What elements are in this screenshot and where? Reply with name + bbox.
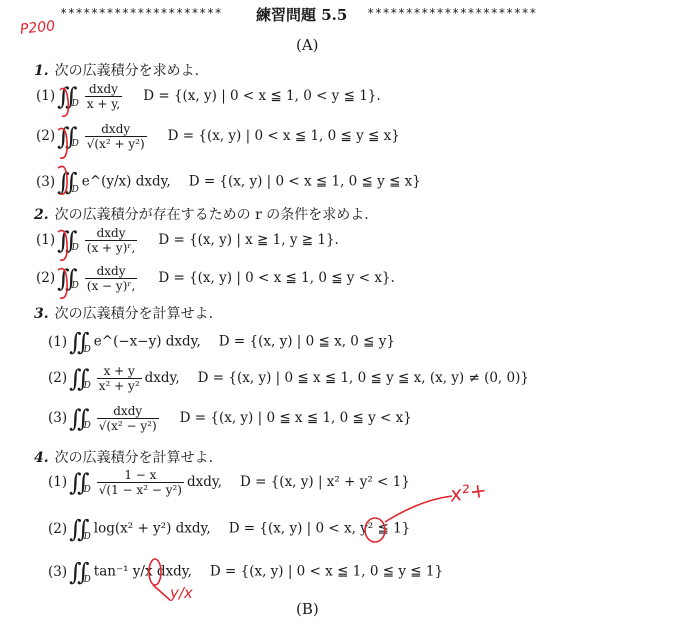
domain-subscript: D: [83, 485, 91, 495]
ink-arrow-line: [385, 496, 452, 522]
q1-number: 1.: [34, 63, 49, 79]
domain-subscript: D: [83, 531, 91, 542]
domain-subscript: D: [83, 344, 91, 355]
domain-definition: D = {(x, y) | 0 < x ≦ 1, 0 < y ≦ 1}.: [143, 88, 381, 104]
item-label: (2): [48, 520, 68, 537]
domain-subscript: D: [71, 281, 79, 291]
item-label: (3): [48, 410, 68, 426]
item-label: (1): [48, 474, 68, 490]
fraction: $\frac{\text{dxdy}}{\text{(x + y)ʳ,}}$: [86, 226, 136, 255]
integrand: log(x² + y²) dxdy,: [93, 520, 211, 537]
q4-number: 4.: [34, 450, 49, 466]
domain-subscript: D: [71, 243, 79, 253]
integrand: e^(−x−y) dxdy,: [93, 333, 201, 350]
item-label: (1): [36, 232, 56, 248]
q4-text: 次の広義積分を計算せよ.: [54, 450, 214, 466]
fraction: $\frac{1 - x}{\text{√(1 − x² − y²)}}$: [98, 468, 182, 497]
item-label: (1): [48, 333, 68, 350]
domain-subscript: D: [83, 381, 91, 391]
domain-definition: D = {(x, y) | 0 < x ≦ 1, 0 ≦ y ≦ x}: [167, 128, 400, 144]
domain-subscript: D: [71, 139, 79, 149]
domain-subscript: D: [83, 421, 91, 431]
domain-definition: D = {(x, y) | 0 < x, y² ≦ 1}: [228, 520, 411, 537]
ink-circle: [149, 559, 161, 585]
double-integral-icon: ∬: [57, 122, 72, 151]
domain-subscript: D: [71, 184, 79, 195]
item-label: (3): [48, 563, 68, 580]
q1-text: 次の広義積分を求めよ.: [54, 63, 200, 79]
item-label: (2): [48, 370, 68, 386]
integrand: tan⁻¹ y/x dxdy,: [93, 563, 192, 580]
ink-integral-mark: [58, 269, 67, 299]
handwritten-page-note: P200: [19, 18, 56, 38]
ink-integral-mark: [58, 129, 67, 159]
section-a-heading: (A): [296, 36, 319, 54]
double-integral-icon: ∬: [57, 264, 72, 293]
fraction: $\frac{\text{dxdy}}{\text{(x − y)ʳ,}}$: [86, 264, 136, 293]
double-integral-icon: ∬: [69, 515, 84, 543]
domain-definition: D = {(x, y) | 0 ≦ x ≦ 1, 0 ≦ y < x}: [179, 410, 412, 426]
domain-definition: D = {(x, y) | 0 ≦ x, 0 ≦ y}: [218, 333, 395, 350]
double-integral-icon: ∬: [69, 558, 84, 586]
q3-number: 3.: [34, 306, 49, 322]
ink-circle: [365, 518, 385, 542]
q2-text: 次の広義積分が存在するための r の条件を求めよ.: [54, 207, 369, 223]
domain-definition: D = {(x, y) | 0 < x ≦ 1, 0 ≦ y < x}.: [158, 270, 395, 286]
q3-text: 次の広義積分を計算せよ.: [54, 306, 214, 322]
ink-integral-mark: [60, 88, 68, 116]
handwritten-note-yx: y/x: [170, 584, 193, 602]
double-integral-icon: ∬: [57, 82, 72, 111]
double-integral-icon: ∬: [69, 404, 84, 433]
double-integral-icon: ∬: [69, 328, 84, 356]
domain-subscript: D: [71, 99, 79, 109]
fraction: $\frac{\text{dxdy}}{\text{√(x² + y²)}}$: [86, 122, 145, 151]
domain-definition: D = {(x, y) | 0 < x ≦ 1, 0 ≦ y ≦ x}: [188, 173, 421, 190]
double-integral-icon: ∬: [69, 468, 84, 497]
fraction: $\frac{x + y}{\text{x² + y²}}$: [98, 364, 140, 393]
double-integral-icon: ∬: [57, 168, 72, 196]
domain-definition: D = {(x, y) | x ≧ 1, y ≧ 1}.: [158, 232, 339, 248]
integrand: e^(y/x) dxdy,: [81, 173, 171, 190]
header-stars-right: **********************: [367, 6, 537, 20]
domain-definition: D = {(x, y) | x² + y² < 1}: [240, 474, 410, 490]
double-integral-icon: ∬: [69, 364, 84, 393]
item-label: (3): [36, 173, 56, 190]
item-label: (2): [36, 128, 56, 144]
ink-integral-mark: [58, 166, 67, 194]
integrand-tail: dxdy,: [186, 474, 222, 490]
domain-definition: D = {(x, y) | 0 ≦ x ≦ 1, 0 ≦ y ≦ x, (x, y) ≠ (0, 0)}: [197, 370, 529, 386]
item-label: (1): [36, 88, 56, 104]
ink-integral-mark: [58, 231, 67, 261]
fraction: $\frac{\text{dxdy}}{\text{√(x² − y²)}}$: [98, 404, 157, 433]
domain-subscript: D: [83, 574, 91, 585]
section-b-heading: (B): [296, 600, 319, 618]
integrand-tail: dxdy,: [144, 370, 180, 386]
fraction: $\frac{\text{dxdy}}{x + y,}$: [86, 82, 121, 111]
domain-definition: D = {(x, y) | 0 < x ≦ 1, 0 ≦ y ≦ 1}: [209, 563, 444, 580]
q2-number: 2.: [34, 207, 49, 223]
handwritten-note-x2: x²+: [448, 477, 489, 507]
page-title: 練習問題 5.5: [256, 6, 348, 24]
item-label: (2): [36, 270, 56, 286]
double-integral-icon: ∬: [57, 226, 72, 255]
header-stars-left: *********************: [60, 6, 223, 20]
ink-arrow-line: [153, 585, 170, 600]
